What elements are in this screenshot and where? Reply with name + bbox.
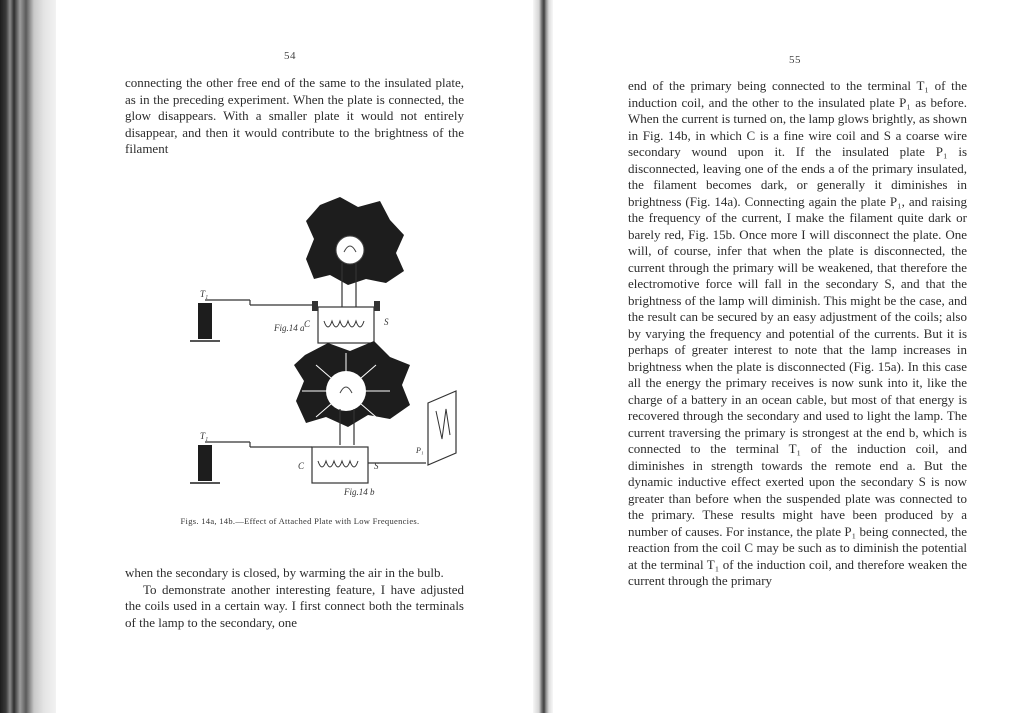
figure-14b (190, 341, 456, 497)
label-t1-bottom: T₁ (200, 431, 209, 441)
page-number: 54 (284, 50, 296, 62)
paragraph-main: end of the primary being connected to the terminal T₁ of the induction coil, and the other to the insulated plate P₁ as before. When the current is turned on, the lamp glows brightly, as shown in Fig. 14b, in which C is a fine wire coil and S a coarse wire secondary wound upon it. If the insulated plate P₁ is disconnected, leaving one of the ends a of the primary insulated, the filament becomes dark, or generally it diminishes in brightness (Fig. 14a). Connecting again the plate P₁, and raising the frequency of the current, I make the filament quite dark or barely red, Fig. 15b. Once more I will disconnect the plate. One will, of course, infer that when the plate is disconnected, the current through the primary will be weakened, that therefore the electromotive force will fall in the secondary S, and that the brightness of the lamp will diminish. This might be the case, and the result can be secured by an easy adjustment of the coils; also by varying the frequency and potential of the currents. But it is perhaps of greater interest to note that the lamp increases in brightness when the plate is disconnected (Fig. 15a). In this case all the energy the primary receives is now sunk into it, like the charge of a battery in an ocean cable, but most of that energy is recovered through the secondary and used to light the lamp. The current traversing the primary is strongest at the end b, which is connected to the terminal T₁ of the induction coil, and diminishes in strength towards the remote end a. But the dynamic inductive effect exerted upon the secondary S is now greater than before when the suspended plate was connected to the primary. These results might have been produced by a number of causes. For instance, the plate P₁ being connected, the reaction from the coil C may be such as to diminish the potential at the terminal T₁ of the induction coil, and therefore weaken the current through the primary (628, 78, 967, 588)
label-s-top: S (384, 317, 389, 327)
label-s-bottom: S (374, 461, 379, 471)
figure-14 (190, 195, 424, 505)
book-gutter (533, 0, 553, 713)
book-edge (0, 0, 56, 713)
lamp-bulb-icon (336, 236, 364, 264)
left-page (60, 0, 530, 713)
figure-14a (190, 197, 404, 343)
label-fig-14b: Fig.14 b (344, 487, 375, 497)
paragraph-bottom (125, 565, 464, 631)
right-page (555, 0, 1024, 713)
label-c-top: C (304, 319, 311, 329)
label-p1: P₁ (416, 446, 424, 455)
paragraph-top: connecting the other free end of the same to the insulated plate, as in the preceding experiment. When the plate is connected, the glow disappears. With a smaller plate it would not entirely disappear, and then it would contribute to the brightness of the filament (125, 75, 464, 156)
label-c-bottom: C (298, 461, 305, 471)
label-fig-14a: Fig.14 a (274, 323, 305, 333)
label-t1-top: T₁ (200, 289, 209, 299)
page-number: 55 (789, 54, 801, 66)
figure-caption: Figs. 14a, 14b.—Effect of Attached Plate with Low Frequencies. (180, 516, 420, 526)
insulated-plate (428, 391, 456, 465)
paragraph-bottom-1: when the secondary is closed, by warming the air in the bulb. (125, 565, 444, 580)
paragraph-bottom-2: To demonstrate another interesting feature, I have adjusted the coils used in a certain way. I first connect both the terminals of the lamp to the secondary, one (125, 581, 464, 630)
terminal-post (198, 303, 212, 339)
terminal-post (198, 445, 212, 481)
